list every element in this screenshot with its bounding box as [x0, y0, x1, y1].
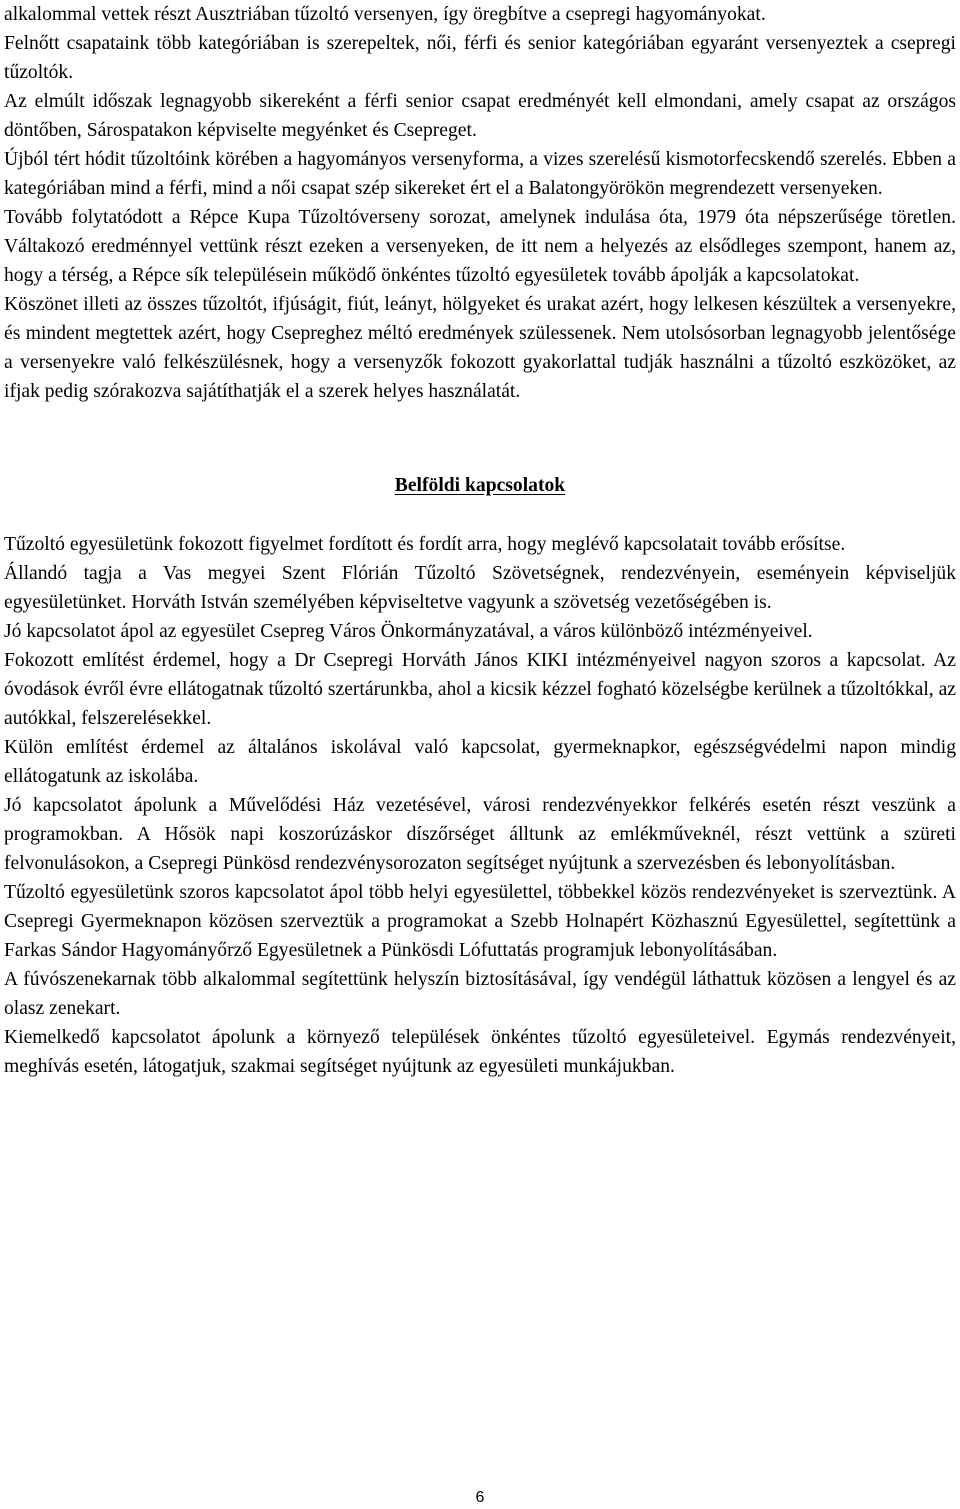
paragraph: Tovább folytatódott a Répce Kupa Tűzoltóverseny sorozat, amelynek indulása óta, 1979 óta népszerűsége töretlen. Váltakozó eredménnyel vettünk részt ezeken a versenyeken, de itt nem a helyezés az elsődleges szempont, hanem az, hogy a térség, a Répce sík településein működő önkéntes tűzoltó egyesületek tovább ápolják a kapcsolatokat.: [4, 207, 956, 286]
paragraph: Fokozott említést érdemel, hogy a Dr Csepregi Horváth János KIKI intézményeivel nagyon szoros a kapcsolat. Az óvodások évről évre ellátogatnak tűzoltó szertárunkba, ahol a kicsik kézzel fogható közelségbe kerülnek a tűzoltókkal, az autókkal, felszerelésekkel.: [4, 650, 956, 729]
paragraph: Az elmúlt időszak legnagyobb sikereként a férfi senior csapat eredményét kell elmondani, amely csapat az országos döntőben, Sárospatakon képviselte megyénket és Csepreget.: [4, 91, 956, 141]
page-number: 6: [475, 1489, 485, 1506]
paragraph: Felnőtt csapataink több kategóriában is szerepeltek, női, férfi és senior kategóriában egyaránt versenyeztek a csepregi tűzoltók.: [4, 33, 956, 83]
paragraph: alkalommal vettek részt Ausztriában tűzoltó versenyen, így öregbítve a csepregi hagyományokat.: [4, 4, 766, 25]
paragraph: Újból tért hódit tűzoltóink körében a hagyományos versenyforma, a vizes szerelésű kismotorfecskendő szerelés. Ebben a kategóriában mind a férfi, mind a női csapat szép sikereket ért el a Balatongyörökön megrendezett versenyeken.: [4, 149, 956, 199]
paragraph: Tűzoltó egyesületünk szoros kapcsolatot ápol több helyi egyesülettel, többekkel közös rendezvényeket is szerveztünk. A Csepregi Gyermeknapon közösen szerveztük a programokat a Szebb Holnapért Közhasznú Egyesülettel, segítettünk a Farkas Sándor Hagyományőrző Egyesületnek a Pünkösdi Lófuttatás programjuk lebonyolításában.: [4, 882, 956, 961]
document-page: [4, 0, 956, 1081]
paragraph: Jó kapcsolatot ápolunk a Művelődési Ház vezetésével, városi rendezvényekkor felkérés esetén részt veszünk a programokban. A Hősök napi koszorúzáskor díszőrséget álltunk az emlékműveknél, részt vettünk a szüreti felvonulásokon, a Csepregi Pünkösd rendezvénysorozaton segítséget nyújtunk a szervezésben és lebonyolításban.: [4, 795, 956, 874]
section-heading: [4, 471, 956, 501]
paragraph: Kiemelkedő kapcsolatot ápolunk a környező települések önkéntes tűzoltó egyesületeivel. Egymás rendezvényeit, meghívás esetén, látogatjuk, szakmai segítséget nyújtunk az egyesületi munkájukban.: [4, 1027, 956, 1077]
paragraph: Állandó tagja a Vas megyei Szent Flórián Tűzoltó Szövetségnek, rendezvényein, eseményein képviseljük egyesületünket. Horváth István személyében képviseltetve vagyunk a szövetség vezetőségében is.: [4, 563, 956, 613]
paragraph: Tűzoltó egyesületünk fokozott figyelmet fordított és fordít arra, hogy meglévő kapcsolatait tovább erősítse.: [4, 534, 846, 555]
belfoldi-kapcsolatok-section: [4, 530, 956, 1081]
paragraph: A fúvószenekarnak több alkalommal segítettünk helyszín biztosításával, így vendégül láthattuk közösen a lengyel és az olasz zenekart.: [4, 969, 956, 1019]
paragraph: Jó kapcsolatot ápol az egyesület Csepreg Város Önkormányzatával, a város különböző intézményeivel.: [4, 621, 813, 642]
paragraph: Köszönet illeti az összes tűzoltót, ifjúságit, fiút, leányt, hölgyeket és urakat azért, hogy lelkesen készültek a versenyekre, és mindent megtettek azért, hogy Csepreghez méltó eredmények szülessenek. Nem utolsósorban legnagyobb jelentősége a versenyekre való felkészülésnek, hogy a versenyzők fokozott gyakorlattal tudják használni a tűzoltó eszközöket, az ifjak pedig szórakozva sajátíthatják el a szerek helyes használatát.: [4, 294, 956, 402]
paragraph: Külön említést érdemel az általános iskolával való kapcsolat, gyermeknapkor, egészségvédelmi napon mindig ellátogatunk az iskolába.: [4, 737, 956, 787]
intro-section: [4, 0, 956, 406]
section-heading-text: Belföldi kapcsolatok: [394, 475, 566, 496]
